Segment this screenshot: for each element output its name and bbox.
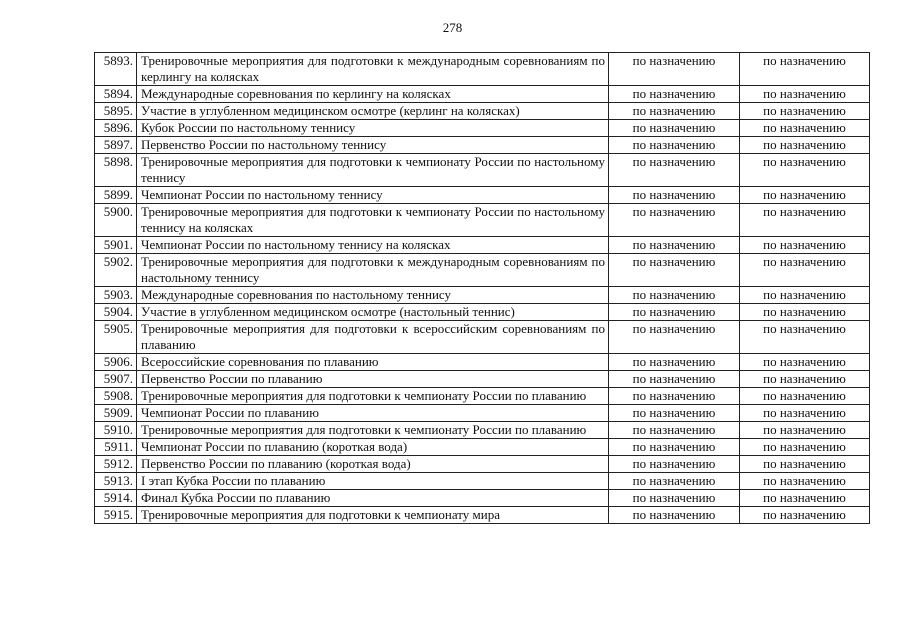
assignment-cell-1: по назначению xyxy=(609,371,740,388)
event-name-cell: Тренировочные мероприятия для подготовки к всероссийским соревнованиям по плаванию xyxy=(137,321,609,354)
row-number-cell: 5911. xyxy=(95,439,137,456)
assignment-cell-2: по назначению xyxy=(740,371,870,388)
event-name-cell: Всероссийские соревнования по плаванию xyxy=(137,354,609,371)
row-number-cell: 5905. xyxy=(95,321,137,354)
table-row xyxy=(95,507,870,524)
row-number-cell: 5902. xyxy=(95,254,137,287)
table-row xyxy=(95,422,870,439)
table-row xyxy=(95,321,870,354)
assignment-cell-2: по назначению xyxy=(740,388,870,405)
table-row xyxy=(95,237,870,254)
assignment-cell-1: по назначению xyxy=(609,154,740,187)
assignment-cell-1: по назначению xyxy=(609,439,740,456)
event-name-cell: Чемпионат России по настольному теннису на колясках xyxy=(137,237,609,254)
table-row xyxy=(95,439,870,456)
event-name-cell: Тренировочные мероприятия для подготовки к чемпионату России по настольному теннису на колясках xyxy=(137,204,609,237)
assignment-cell-2: по назначению xyxy=(740,154,870,187)
assignment-cell-1: по назначению xyxy=(609,86,740,103)
table-row xyxy=(95,154,870,187)
row-number-cell: 5896. xyxy=(95,120,137,137)
table-row xyxy=(95,120,870,137)
row-number-cell: 5893. xyxy=(95,53,137,86)
row-number-cell: 5915. xyxy=(95,507,137,524)
assignment-cell-2: по назначению xyxy=(740,473,870,490)
assignment-cell-1: по назначению xyxy=(609,490,740,507)
row-number-cell: 5906. xyxy=(95,354,137,371)
assignment-cell-2: по назначению xyxy=(740,405,870,422)
assignment-cell-1: по назначению xyxy=(609,388,740,405)
assignment-cell-1: по назначению xyxy=(609,321,740,354)
assignment-cell-1: по назначению xyxy=(609,187,740,204)
assignment-cell-1: по назначению xyxy=(609,304,740,321)
row-number-cell: 5897. xyxy=(95,137,137,154)
assignment-cell-2: по назначению xyxy=(740,321,870,354)
row-number-cell: 5900. xyxy=(95,204,137,237)
table-row xyxy=(95,304,870,321)
assignment-cell-2: по назначению xyxy=(740,490,870,507)
event-name-cell: I этап Кубка России по плаванию xyxy=(137,473,609,490)
row-number-cell: 5909. xyxy=(95,405,137,422)
assignment-cell-2: по назначению xyxy=(740,53,870,86)
assignment-cell-1: по назначению xyxy=(609,137,740,154)
row-number-cell: 5898. xyxy=(95,154,137,187)
assignment-cell-1: по назначению xyxy=(609,354,740,371)
assignment-cell-1: по назначению xyxy=(609,53,740,86)
event-name-cell: Тренировочные мероприятия для подготовки к чемпионату России по плаванию xyxy=(137,422,609,439)
event-name-cell: Первенство России по плаванию (короткая вода) xyxy=(137,456,609,473)
table-row xyxy=(95,204,870,237)
assignment-cell-2: по назначению xyxy=(740,204,870,237)
assignment-cell-2: по назначению xyxy=(740,237,870,254)
assignment-cell-2: по назначению xyxy=(740,86,870,103)
row-number-cell: 5894. xyxy=(95,86,137,103)
table-row xyxy=(95,86,870,103)
table-row xyxy=(95,388,870,405)
page-number: 278 xyxy=(442,20,463,35)
assignment-cell-2: по назначению xyxy=(740,456,870,473)
events-table xyxy=(94,52,870,524)
row-number-cell: 5903. xyxy=(95,287,137,304)
assignment-cell-1: по назначению xyxy=(609,103,740,120)
event-name-cell: Кубок России по настольному теннису xyxy=(137,120,609,137)
row-number-cell: 5907. xyxy=(95,371,137,388)
row-number-cell: 5914. xyxy=(95,490,137,507)
event-name-cell: Международные соревнования по керлингу на колясках xyxy=(137,86,609,103)
row-number-cell: 5913. xyxy=(95,473,137,490)
event-name-cell: Финал Кубка России по плаванию xyxy=(137,490,609,507)
row-number-cell: 5899. xyxy=(95,187,137,204)
event-name-cell: Чемпионат России по плаванию (короткая вода) xyxy=(137,439,609,456)
event-name-cell: Участие в углубленном медицинском осмотре (керлинг на колясках) xyxy=(137,103,609,120)
row-number-cell: 5908. xyxy=(95,388,137,405)
table-row xyxy=(95,456,870,473)
assignment-cell-2: по назначению xyxy=(740,187,870,204)
assignment-cell-1: по назначению xyxy=(609,254,740,287)
row-number-cell: 5904. xyxy=(95,304,137,321)
assignment-cell-1: по назначению xyxy=(609,507,740,524)
assignment-cell-1: по назначению xyxy=(609,422,740,439)
table-row xyxy=(95,53,870,86)
table-row xyxy=(95,371,870,388)
event-name-cell: Участие в углубленном медицинском осмотре (настольный теннис) xyxy=(137,304,609,321)
table-row xyxy=(95,137,870,154)
events-table-body xyxy=(95,53,870,524)
assignment-cell-1: по назначению xyxy=(609,120,740,137)
table-row xyxy=(95,405,870,422)
assignment-cell-2: по назначению xyxy=(740,422,870,439)
event-name-cell: Тренировочные мероприятия для подготовки к чемпионату мира xyxy=(137,507,609,524)
event-name-cell: Тренировочные мероприятия для подготовки к международным соревнованиям по керлингу на колясках xyxy=(137,53,609,86)
event-name-cell: Международные соревнования по настольному теннису xyxy=(137,287,609,304)
row-number-cell: 5910. xyxy=(95,422,137,439)
row-number-cell: 5912. xyxy=(95,456,137,473)
table-row xyxy=(95,490,870,507)
table-row xyxy=(95,473,870,490)
assignment-cell-1: по назначению xyxy=(609,456,740,473)
event-name-cell: Первенство России по настольному теннису xyxy=(137,137,609,154)
event-name-cell: Тренировочные мероприятия для подготовки к международным соревнованиям по настольному теннису xyxy=(137,254,609,287)
assignment-cell-2: по назначению xyxy=(740,254,870,287)
table-row xyxy=(95,287,870,304)
assignment-cell-2: по назначению xyxy=(740,120,870,137)
assignment-cell-2: по назначению xyxy=(740,304,870,321)
row-number-cell: 5901. xyxy=(95,237,137,254)
assignment-cell-2: по назначению xyxy=(740,439,870,456)
assignment-cell-1: по назначению xyxy=(609,237,740,254)
assignment-cell-1: по назначению xyxy=(609,473,740,490)
assignment-cell-2: по назначению xyxy=(740,507,870,524)
event-name-cell: Первенство России по плаванию xyxy=(137,371,609,388)
assignment-cell-2: по назначению xyxy=(740,354,870,371)
assignment-cell-1: по назначению xyxy=(609,204,740,237)
event-name-cell: Тренировочные мероприятия для подготовки к чемпионату России по плаванию xyxy=(137,388,609,405)
event-name-cell: Чемпионат России по настольному теннису xyxy=(137,187,609,204)
table-row xyxy=(95,354,870,371)
assignment-cell-1: по назначению xyxy=(609,405,740,422)
table-row xyxy=(95,103,870,120)
row-number-cell: 5895. xyxy=(95,103,137,120)
table-row xyxy=(95,187,870,204)
assignment-cell-2: по назначению xyxy=(740,137,870,154)
assignment-cell-1: по назначению xyxy=(609,287,740,304)
event-name-cell: Чемпионат России по плаванию xyxy=(137,405,609,422)
assignment-cell-2: по назначению xyxy=(740,103,870,120)
table-row xyxy=(95,254,870,287)
event-name-cell: Тренировочные мероприятия для подготовки к чемпионату России по настольному теннису xyxy=(137,154,609,187)
assignment-cell-2: по назначению xyxy=(740,287,870,304)
